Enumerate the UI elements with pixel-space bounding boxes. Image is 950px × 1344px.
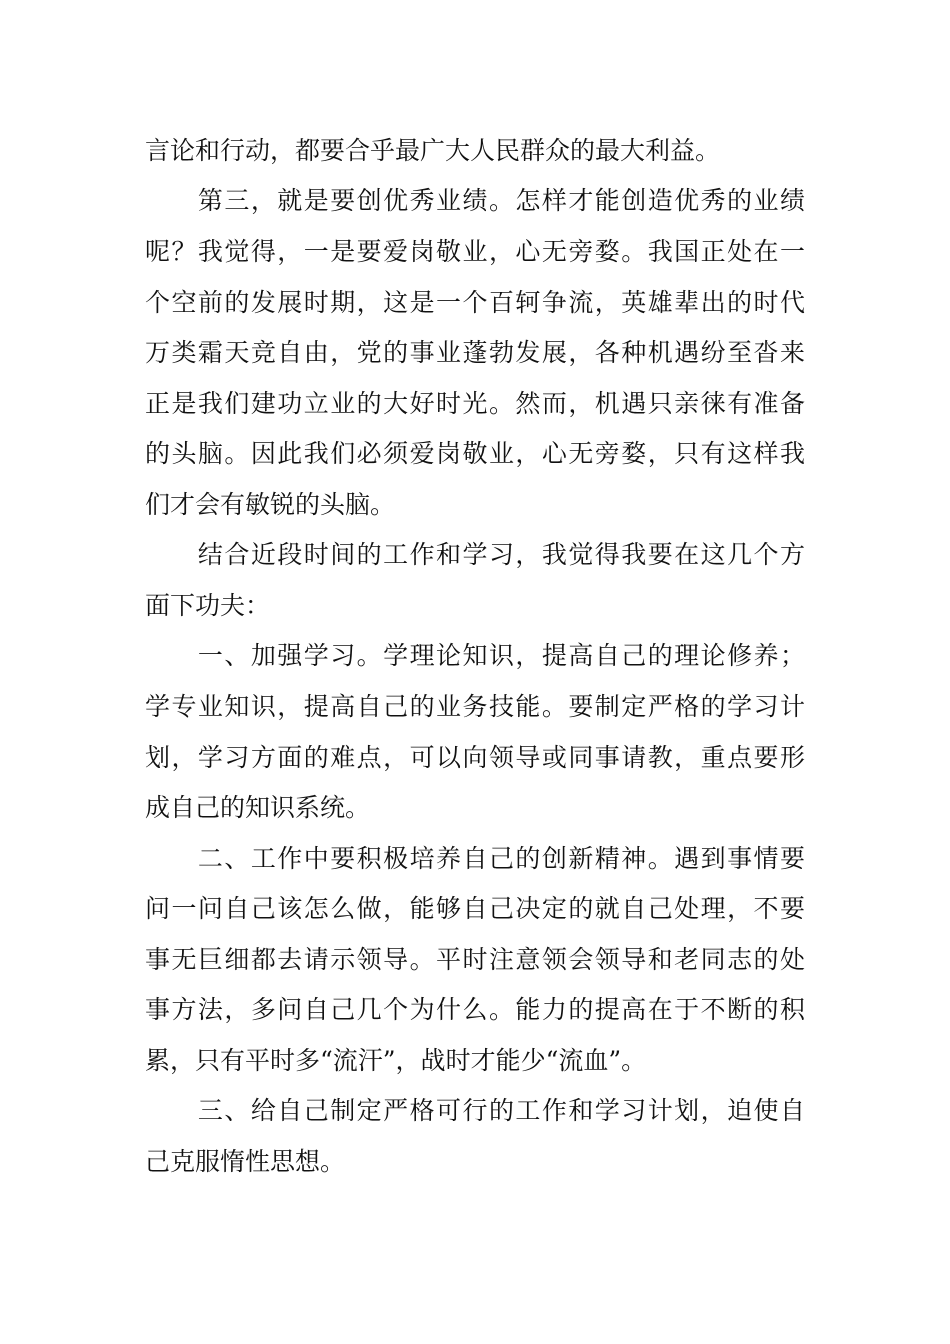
text-line: 个空前的发展时期，这是一个百轲争流，英雄辈出的时代 — [145, 288, 805, 317]
text-line: 二、工作中要积极培养自己的创新精神。遇到事情要 — [145, 844, 805, 873]
text-line: 成自己的知识系统。 — [145, 793, 371, 822]
text-line: 结合近段时间的工作和学习，我觉得我要在这几个方 — [145, 540, 805, 569]
text-line: 正是我们建功立业的大好时光。然而，机遇只亲徕有准备 — [145, 389, 805, 418]
text-line: 面下功夫： — [145, 591, 271, 620]
text-line: 言论和行动，都要合乎最广大人民群众的最大利益。 — [145, 136, 721, 165]
text-line: 呢？我觉得，一是要爱岗敬业，心无旁婺。我国正处在一 — [145, 237, 805, 266]
text-line: 一、加强学习。学理论知识，提高自己的理论修养； — [145, 641, 805, 670]
text-line: 万类霜天竞自由，党的事业蓬勃发展，各种机遇纷至沓来 — [145, 338, 805, 367]
text-line: 第三，就是要创优秀业绩。怎样才能创造优秀的业绩 — [145, 186, 805, 215]
text-line: 问一问自己该怎么做，能够自己决定的就自己处理，不要 — [145, 894, 805, 923]
text-line: 己克服惰性思想。 — [145, 1147, 346, 1176]
text-line: 事方法，多问自己几个为什么。能力的提高在于不断的积 — [145, 995, 805, 1024]
text-line: 的头脑。因此我们必须爱岗敬业，心无旁婺，只有这样我 — [145, 439, 805, 468]
text-line: 累，只有平时多“流汗”，战时才能少“流血”。 — [145, 1046, 647, 1075]
text-line: 三、给自己制定严格可行的工作和学习计划，迫使自 — [145, 1096, 805, 1125]
text-line: 学专业知识，提高自己的业务技能。要制定严格的学习计 — [145, 692, 805, 721]
text-line: 们才会有敏锐的头脑。 — [145, 490, 396, 519]
text-line: 事无巨细都去请示领导。平时注意领会领导和老同志的处 — [145, 945, 805, 974]
text-line: 划，学习方面的难点，可以向领导或同事请教，重点要形 — [145, 743, 805, 772]
